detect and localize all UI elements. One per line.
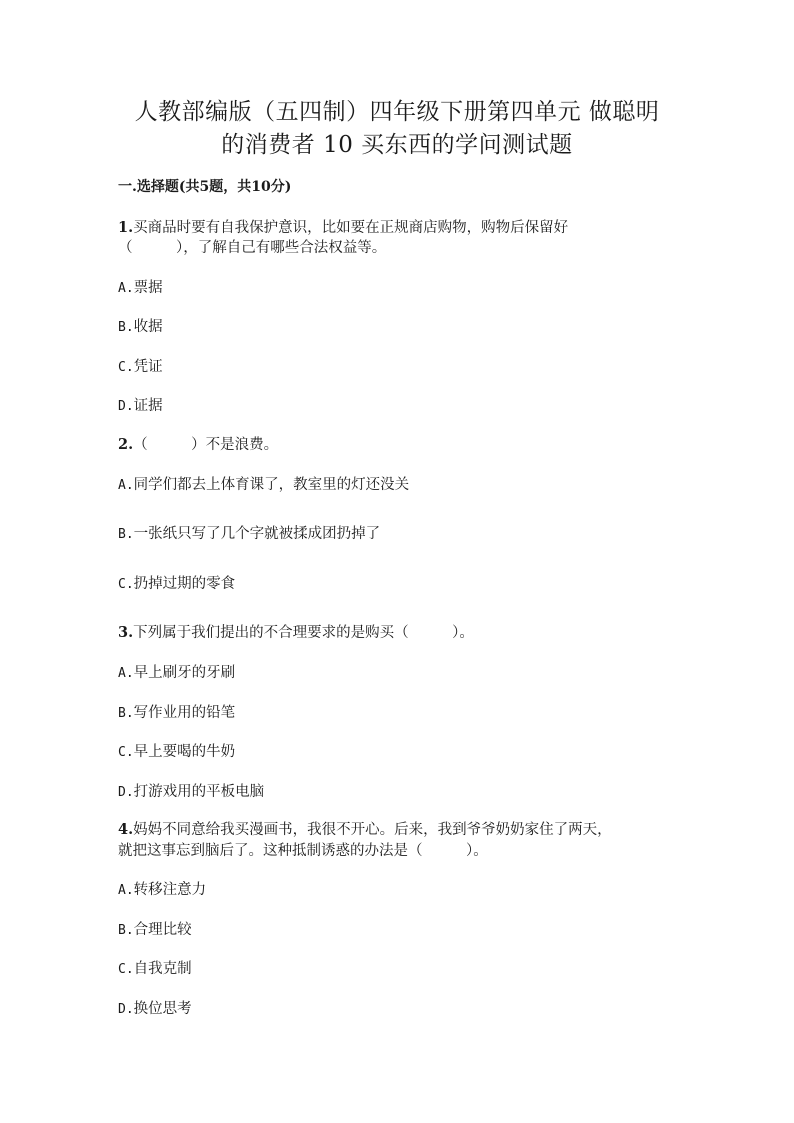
question-1-text-1: 买商品时要有自我保护意识，比如要在正规商店购物，购物后保留好 [133, 220, 569, 236]
question-4-option-d: D.换位思考 [118, 1001, 192, 1017]
question-4-line-2: 就把这事忘到脑后了。这种抵制诱惑的办法是（ ）。 [118, 843, 488, 859]
document-title-line-1: 人教部编版（五四制）四年级下册第四单元 做聪明 [134, 99, 660, 125]
question-3-option-b: B.写作业用的铅笔 [118, 705, 236, 721]
question-4-line-1 [118, 820, 612, 840]
question-3-text-1: 下列属于我们提出的不合理要求的是购买（ ）。 [133, 625, 474, 641]
question-1-line-2: （ ），了解自己有哪些合法权益等。 [118, 240, 387, 256]
question-1-line-1 [118, 218, 568, 238]
question-3-option-a: A.早上刷牙的牙刷 [118, 665, 236, 681]
question-2-option-a: A.同学们都去上体育课了，教室里的灯还没关 [118, 477, 410, 493]
question-2-line-1 [118, 435, 278, 455]
question-3-number: 3. [118, 624, 134, 641]
question-4-text-1: 妈妈不同意给我买漫画书，我很不开心。后来，我到爷爷奶奶家住了两天， [133, 822, 612, 838]
question-4-option-c: C.自我克制 [118, 961, 192, 977]
document-title-line-2: 的消费者 10 买东西的学问测试题 [221, 132, 573, 158]
question-4-option-b: B.合理比较 [118, 922, 192, 938]
question-3-line-1 [118, 623, 474, 643]
question-4-option-a: A.转移注意力 [118, 882, 207, 898]
question-2-option-c: C.扔掉过期的零食 [118, 576, 236, 592]
question-1-option-d: D.证据 [118, 398, 163, 414]
question-4-number: 4. [118, 821, 134, 838]
section-heading: 一.选择题(共5题，共10分) [118, 179, 292, 195]
question-2-option-b: B.一张纸只写了几个字就被揉成团扔掉了 [118, 526, 381, 542]
question-2-number: 2. [118, 436, 134, 453]
question-1-option-c: C.凭证 [118, 359, 163, 375]
question-1-option-b: B.收据 [118, 319, 163, 335]
question-3-option-c: C.早上要喝的牛奶 [118, 744, 236, 760]
question-1-number: 1. [118, 219, 134, 236]
question-1-option-a: A.票据 [118, 280, 163, 296]
question-2-text-1: （ ）不是浪费。 [133, 437, 279, 453]
question-3-option-d: D.打游戏用的平板电脑 [118, 784, 265, 800]
